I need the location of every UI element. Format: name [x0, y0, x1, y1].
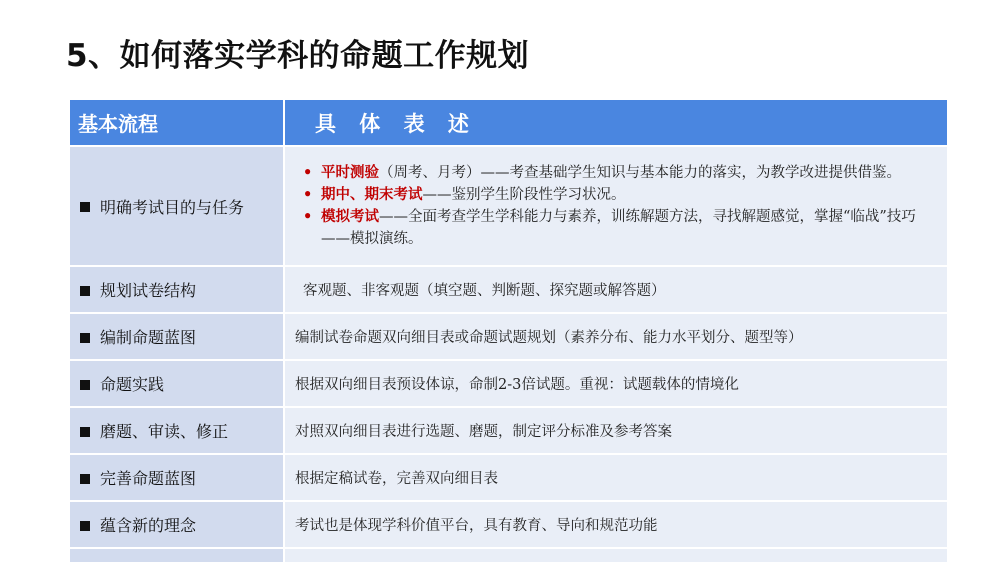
- table-row: [70, 313, 947, 360]
- row-description: 根据双向细目表预设体谅，命制2-3倍试题。重视：试题载体的情境化: [284, 360, 947, 407]
- bullet-text: （周考、月考）——考查基础学生知识与基本能力的落实，为教学改进提供借鉴。: [379, 165, 901, 181]
- row-description: 对照双向细目表进行选题、磨题，制定评分标准及参考答案: [284, 407, 947, 454]
- emphasis-text: 期中、期末考试: [321, 186, 423, 203]
- row-description: [284, 548, 947, 562]
- bullet-dot-icon: •: [303, 186, 313, 203]
- table-row: [70, 146, 947, 266]
- page-title: 5、如何落实学科的命题工作规划: [66, 38, 530, 74]
- row-label: [70, 548, 284, 562]
- row-label: [70, 407, 284, 454]
- row-label-text: 明确考试目的与任务: [100, 197, 245, 217]
- table-row: [70, 501, 947, 548]
- bullet-list: [295, 160, 947, 252]
- table-row: [70, 454, 947, 501]
- row-label-text: 蕴含新的理念: [100, 516, 197, 535]
- table-row: [70, 266, 947, 313]
- emphasis-text: 模拟考试: [321, 208, 379, 225]
- row-label: [70, 501, 284, 548]
- row-label: [70, 454, 284, 501]
- square-bullet-icon: [80, 474, 90, 484]
- square-bullet-icon: [80, 380, 90, 390]
- bullet-dot-icon: •: [303, 208, 313, 225]
- row-label-text: 规划试卷结构: [100, 281, 197, 300]
- header-basic-process: 基本流程: [70, 100, 284, 146]
- row-label: [70, 313, 284, 360]
- row-description: 考试也是体现学科价值平台，具有教育、导向和规范功能: [284, 501, 947, 548]
- header-description: 具 体 表 述: [284, 100, 947, 146]
- bullet-text: ——鉴别学生阶段性学习状况。: [422, 187, 626, 203]
- row-label-text: 完善命题蓝图: [100, 469, 197, 488]
- process-table: [70, 100, 947, 562]
- row-label: [70, 360, 284, 407]
- row-label: [70, 146, 284, 266]
- row-label-text: 磨题、审读、修正: [100, 422, 229, 441]
- table-header-row: [70, 100, 947, 146]
- square-bullet-icon: [80, 286, 90, 296]
- table-row: [70, 407, 947, 454]
- square-bullet-icon: [80, 202, 90, 212]
- row-description: 客观题、非客观题（填空题、判断题、探究题或解答题）: [284, 266, 947, 313]
- emphasis-text: 平时测验: [321, 164, 379, 181]
- row-description: 编制试卷命题双向细目表或命题试题规划（素养分布、能力水平划分、题型等）: [284, 313, 947, 360]
- row-description: [284, 146, 947, 266]
- list-item: [301, 206, 941, 250]
- bullet-dot-icon: •: [303, 164, 313, 181]
- row-label-text: 编制命题蓝图: [100, 328, 197, 347]
- square-bullet-icon: [80, 521, 90, 531]
- square-bullet-icon: [80, 427, 90, 437]
- list-item: [301, 184, 941, 206]
- row-description: 根据定稿试卷，完善双向细目表: [284, 454, 947, 501]
- bullet-text: ——全面考查学生学科能力与素养，训练解题方法，寻找解题感觉，掌握“临战”技巧——模拟演练。: [321, 209, 916, 247]
- row-label-text: 命题实践: [100, 375, 165, 394]
- table-row: [70, 360, 947, 407]
- list-item: [301, 162, 941, 184]
- square-bullet-icon: [80, 333, 90, 343]
- row-label: [70, 266, 284, 313]
- table-row-partial: [70, 548, 947, 562]
